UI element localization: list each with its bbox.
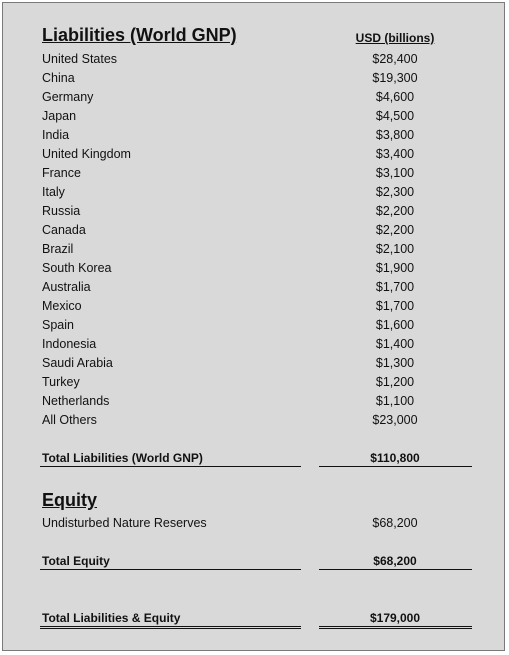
grand-total-double-rule bbox=[40, 626, 301, 629]
liability-row-label: Canada bbox=[42, 223, 86, 237]
equity-row-label: Undisturbed Nature Reserves bbox=[42, 516, 207, 530]
liability-row-value: $2,200 bbox=[375, 204, 415, 218]
liability-row-label: Brazil bbox=[42, 242, 74, 256]
liability-row-value: $2,300 bbox=[375, 185, 415, 199]
liability-row-label: All Others bbox=[42, 413, 97, 427]
total-equity-rule bbox=[40, 569, 301, 570]
liability-row-label: Spain bbox=[42, 318, 74, 332]
liability-row-label: China bbox=[42, 71, 75, 85]
liability-row-label: South Korea bbox=[42, 261, 112, 275]
liability-row-label: Netherlands bbox=[42, 394, 110, 408]
total-liabilities-label: Total Liabilities (World GNP) bbox=[42, 451, 203, 465]
liability-row-value: $1,100 bbox=[375, 394, 415, 408]
liability-row-value: $1,600 bbox=[375, 318, 415, 332]
liability-row-label: Japan bbox=[42, 109, 77, 123]
liability-row-value: $3,100 bbox=[375, 166, 415, 180]
liability-row-value: $3,800 bbox=[375, 128, 415, 142]
liability-row-value: $1,900 bbox=[375, 261, 415, 275]
liability-row-label: India bbox=[42, 128, 70, 142]
liability-row-label: Saudi Arabia bbox=[42, 356, 113, 370]
liability-row-label: Italy bbox=[42, 185, 65, 199]
total-liabilities-rule bbox=[319, 466, 472, 467]
liability-row-label: Australia bbox=[42, 280, 91, 294]
liability-row-value: $2,100 bbox=[375, 242, 415, 256]
total-equity-rule bbox=[319, 569, 472, 570]
usd-column-header: USD (billions) bbox=[355, 31, 435, 45]
grand-total-label: Total Liabilities & Equity bbox=[42, 611, 181, 625]
grand-total-value: $179,000 bbox=[369, 611, 421, 625]
total-equity-value: $68,200 bbox=[373, 554, 417, 568]
liability-row-label: United Kingdom bbox=[42, 147, 131, 161]
liability-row-value: $28,400 bbox=[372, 52, 418, 66]
equity-row-value: $68,200 bbox=[372, 516, 418, 530]
liability-row-label: Turkey bbox=[42, 375, 80, 389]
liability-row-value: $1,300 bbox=[375, 356, 415, 370]
liability-row-label: France bbox=[42, 166, 81, 180]
liability-row-label: Indonesia bbox=[42, 337, 97, 351]
liabilities-title: Liabilities (World GNP) bbox=[42, 25, 237, 45]
total-liabilities-rule bbox=[40, 466, 301, 467]
liability-row-value: $1,400 bbox=[375, 337, 415, 351]
liability-row-value: $1,700 bbox=[375, 299, 415, 313]
total-equity-label: Total Equity bbox=[42, 554, 110, 568]
liability-row-label: United States bbox=[42, 52, 118, 66]
liability-row-value: $3,400 bbox=[375, 147, 415, 161]
liability-row-value: $1,200 bbox=[375, 375, 415, 389]
equity-title: Equity bbox=[42, 490, 98, 510]
liability-row-value: $23,000 bbox=[372, 413, 418, 427]
liability-row-value: $1,700 bbox=[375, 280, 415, 294]
liability-row-label: Mexico bbox=[42, 299, 82, 313]
total-liabilities-value: $110,800 bbox=[370, 451, 420, 465]
balance-sheet bbox=[2, 2, 505, 651]
liability-row-label: Germany bbox=[42, 90, 94, 104]
grand-total-double-rule bbox=[319, 626, 472, 629]
liability-row-label: Russia bbox=[42, 204, 81, 218]
liability-row-value: $4,500 bbox=[375, 109, 415, 123]
liability-row-value: $2,200 bbox=[375, 223, 415, 237]
liability-row-value: $4,600 bbox=[375, 90, 415, 104]
liability-row-value: $19,300 bbox=[372, 71, 418, 85]
